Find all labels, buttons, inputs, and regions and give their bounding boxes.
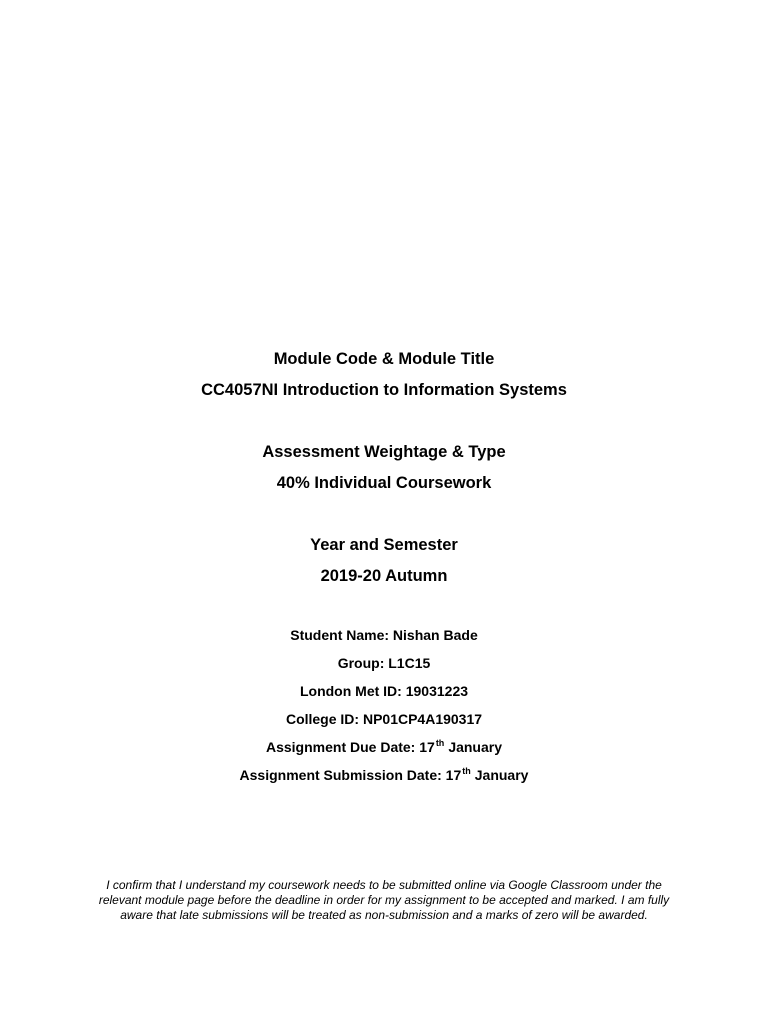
student-group: Group: L1C15: [337, 655, 431, 671]
due-date-prefix: Assignment Due Date: 17: [265, 739, 435, 755]
college-id: College ID: NP01CP4A190317: [285, 711, 483, 727]
submission-date-prefix: Assignment Submission Date: 17: [239, 767, 462, 783]
due-date: [0, 739, 768, 755]
due-date-month: January: [448, 739, 503, 755]
semester-heading: Year and Semester: [310, 536, 458, 554]
submission-date-month: January: [474, 767, 529, 783]
module-heading: Module Code & Module Title: [273, 350, 495, 368]
london-met-id: London Met ID: 19031223: [299, 683, 469, 699]
submission-disclaimer: I confirm that I understand my coursework needs to be submitted online via Google Classroom under the relevant module page before the deadline in order for my assignment to be accepted and marked. I am fully aware that late submissions will be treated as non-submission and a marks of zero will be awarded.: [98, 878, 670, 922]
student-name: Student Name: Nishan Bade: [290, 627, 478, 643]
submission-date-ordinal: th: [462, 766, 471, 776]
assessment-heading: Assessment Weightage & Type: [262, 443, 506, 461]
submission-date: [0, 767, 768, 783]
due-date-ordinal: th: [435, 738, 445, 748]
semester-value: 2019-20 Autumn: [320, 567, 448, 585]
module-title: CC4057NI Introduction to Information Systems: [201, 381, 567, 399]
assessment-type: 40% Individual Coursework: [276, 474, 492, 492]
